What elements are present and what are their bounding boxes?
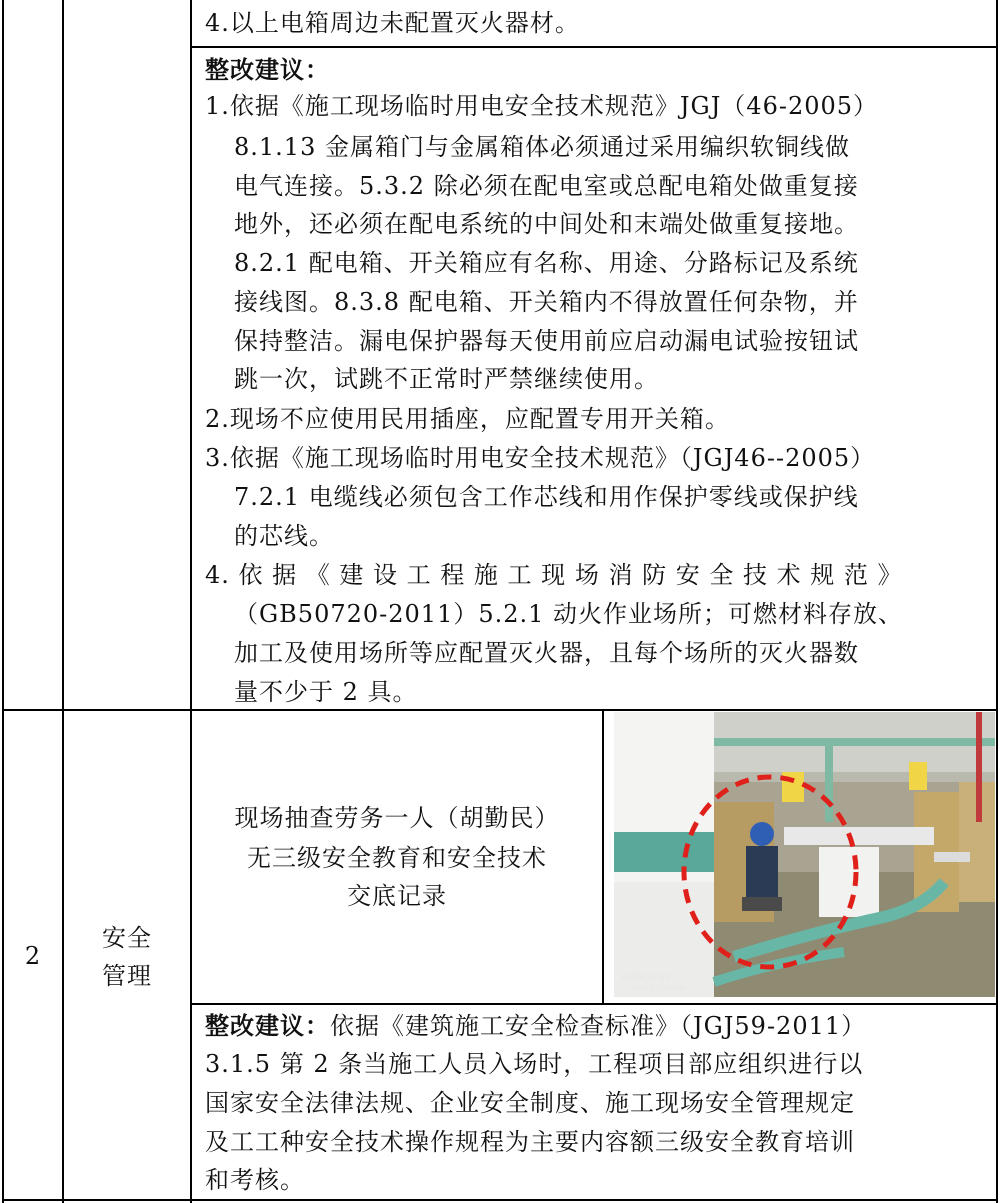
suggestion-line: 8.1.13 金属箱门与金属箱体必须通过采用编织软铜线做 — [234, 133, 850, 161]
row2-suggestion-line: 及工工种安全技术操作规程为主要内容额三级安全教育培训 — [205, 1128, 855, 1156]
deficiency-item-4: 4.以上电箱周边未配置灭火器材。 — [205, 9, 580, 37]
finding-line: 交底记录 — [347, 882, 447, 910]
suggestion-heading: 整改建议： — [205, 56, 330, 84]
suggestion-line: 8.2.1 配电箱、开关箱应有名称、用途、分路标记及系统 — [234, 249, 859, 277]
category-label-line2: 管理 — [102, 962, 152, 990]
suggestion-line: 的芯线。 — [234, 522, 334, 550]
suggestion-line: 电气连接。5.3.2 除必须在配电室或总配电箱处做重复接 — [234, 172, 859, 200]
suggestion-line: 2.现场不应使用民用插座，应配置专用开关箱。 — [205, 405, 730, 433]
row-number: 2 — [24, 942, 42, 970]
finding-line: 无三级安全教育和安全技术 — [247, 844, 547, 872]
photo-watermark-line1: HONOR 9X — [622, 973, 671, 983]
suggestion-line: 1.依据《施工现场临时用电安全技术规范》JGJ（46-2005） — [205, 92, 879, 120]
row2-suggestion-first: 依据《建筑施工安全检查标准》（JGJ59-2011） — [330, 1012, 867, 1040]
suggestion-line: 量不少于 2 具。 — [234, 678, 418, 706]
table-divider-col2 — [190, 0, 192, 1203]
table-border-left — [2, 0, 4, 1203]
suggestion-line: 加工及使用场所等应配置灭火器，且每个场所的灭火器数 — [234, 639, 859, 667]
row2-suggestion-line: 国家安全法律法规、企业安全制度、施工现场安全管理规定 — [205, 1089, 855, 1117]
row2-suggestion-line: 和考核。 — [205, 1166, 305, 1194]
suggestion-line: 3.依据《施工现场临时用电安全技术规范》（JGJ46--2005） — [205, 444, 876, 472]
table-divider-photo — [602, 709, 604, 1004]
table-divider-col1 — [62, 0, 64, 1203]
finding-line: 现场抽查劳务一人（胡勤民） — [234, 804, 560, 832]
table-border-right — [996, 0, 998, 1203]
category-label-line1: 安全 — [102, 924, 152, 952]
table-rule-row-separator — [2, 709, 998, 711]
row2-suggestion-first-line — [205, 1008, 985, 1045]
suggestion-line: 地外，还必须在配电系统的中间处和末端处做重复接地。 — [234, 210, 859, 238]
row2-suggestion-line: 3.1.5 第 2 条当施工人员入场时，工程项目部应组织进行以 — [205, 1050, 864, 1078]
suggestion-line: 保持整洁。漏电保护器每天使用前应启动漏电试验按钮试 — [234, 327, 859, 355]
suggestion-line: 接线图。8.3.8 配电箱、开关箱内不得放置任何杂物，并 — [234, 288, 859, 316]
suggestion-line: （GB50720-2011）5.2.1 动火作业场所；可燃材料存放、 — [234, 600, 904, 628]
suggestion-line: 7.2.1 电缆线必须包含工作芯线和用作保护零线或保护线 — [234, 483, 859, 511]
site-photo-illustration — [614, 712, 995, 997]
row2-suggestion-heading: 整改建议： — [205, 1012, 330, 1040]
table-rule-after-item4 — [190, 46, 998, 48]
site-inspection-photo — [614, 712, 995, 997]
suggestion-line: 4. 依 据 《 建 设 工 程 施 工 现 场 消 防 安 全 技 术 规 范 》 — [205, 561, 903, 589]
table-rule-before-suggestion — [190, 1003, 998, 1005]
suggestion-line: 跳一次，试跳不正常时严禁继续使用。 — [234, 365, 659, 393]
table-border-bottom — [2, 1199, 998, 1201]
photo-watermark-line2: AI TRIPLE CAMERA — [622, 985, 687, 993]
